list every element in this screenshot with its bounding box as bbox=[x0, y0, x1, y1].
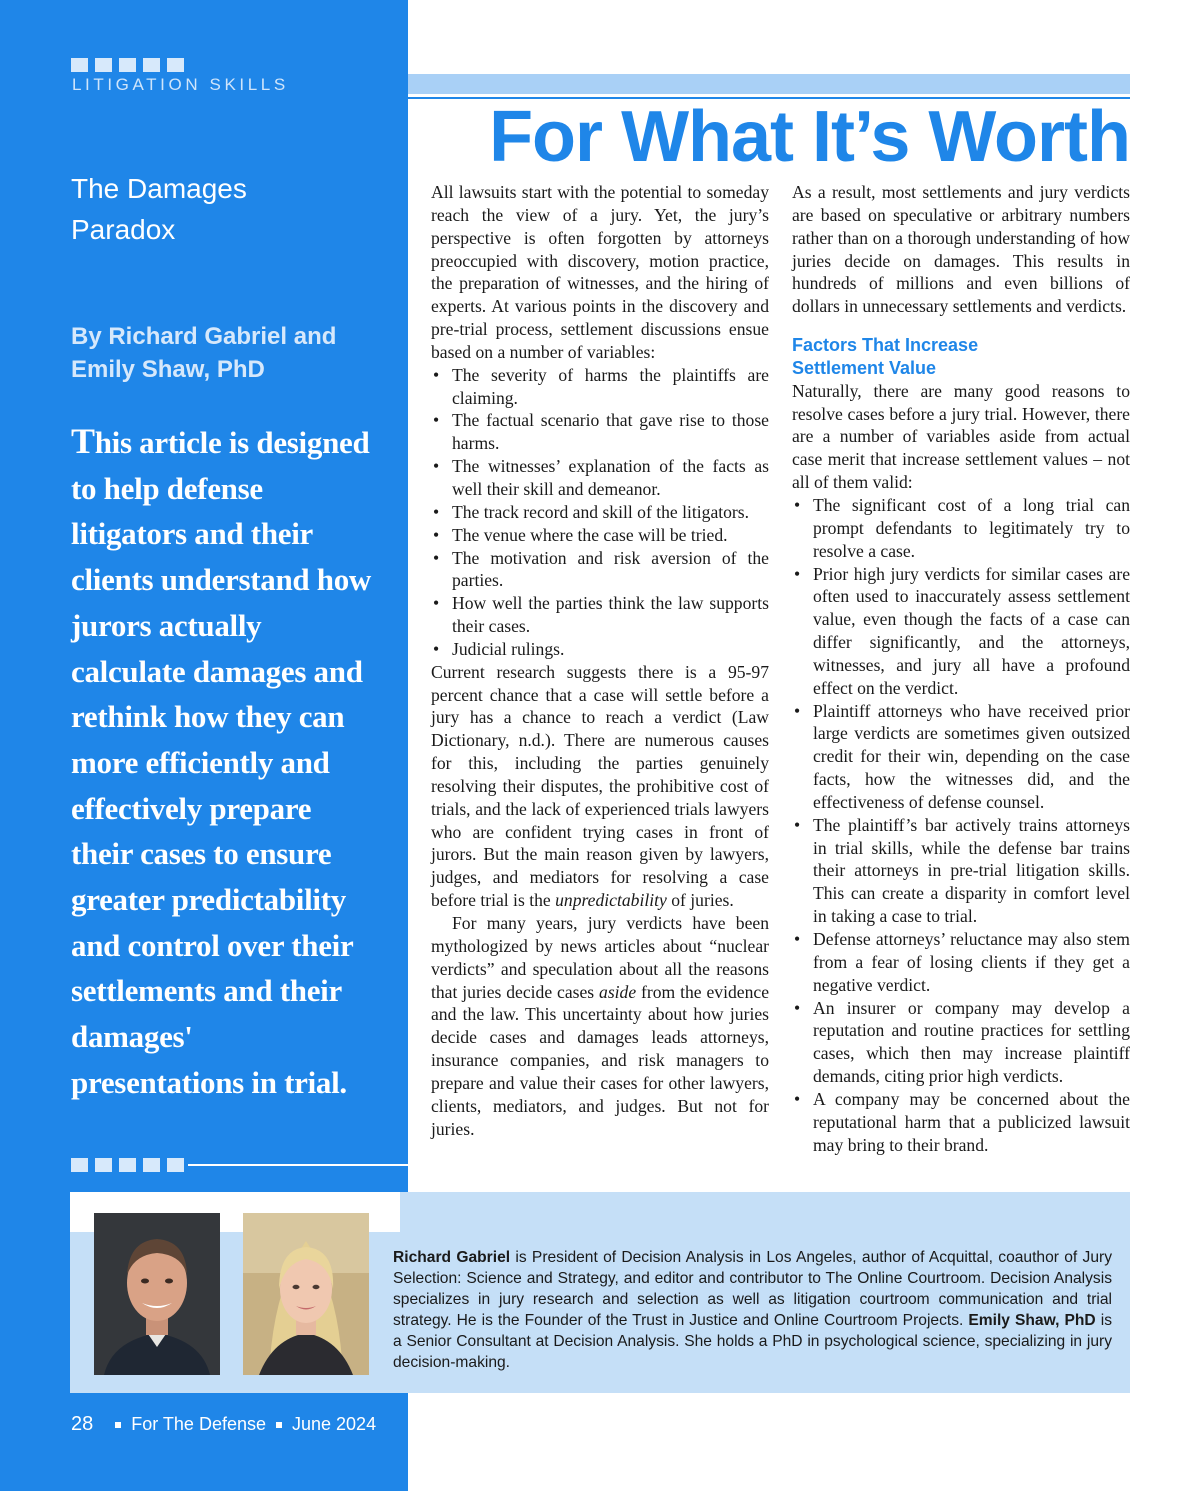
sidebar-rule bbox=[188, 1164, 408, 1166]
subtitle-line: Paradox bbox=[71, 214, 176, 245]
decorative-squares-bottom bbox=[71, 1158, 184, 1172]
emphasis: aside bbox=[599, 981, 637, 1002]
emphasis: unpredictability bbox=[555, 890, 667, 911]
list-item: • The significant cost of a long trial can prompt defendants to legitimately try to resolve a case. bbox=[792, 494, 1130, 563]
drop-cap: T bbox=[71, 421, 95, 461]
text-run: Current research suggests there is a 95-97 percent chance that a case will settle before a jury has a chance to reach a verdict (Law Dictionary, n.d.). There are numerous causes for this, including the parties genuinely resolving their disputes, the prohibitive cost of trials, and the lack of experienced trials lawyers who are confident trying cases in front of jurors. But the main reason given by lawyers, judges, and mediators for resolving a case before trial is the bbox=[431, 661, 769, 911]
text-run: from the evidence and the law. This uncertainty about how juries decide cases and damages leads attorneys, insurance companies, and risk managers to prepare and value their cases for other lawyers, clients, mediators, and judges. But not for juries. bbox=[431, 981, 769, 1139]
decorative-squares-top bbox=[71, 58, 184, 72]
author-photo-emily-shaw bbox=[243, 1213, 369, 1375]
author-photo-richard-gabriel bbox=[94, 1213, 220, 1375]
publication-name: For The Defense bbox=[131, 1414, 266, 1434]
section-heading bbox=[792, 334, 1130, 380]
list-item: • The venue where the case will be tried. bbox=[431, 524, 769, 547]
list-item: • A company may be concerned about the reputational harm that a publicized lawsuit may bring to their brand. bbox=[792, 1088, 1130, 1157]
bio-sentence: is a Senior Consultant at Decision Analysis. She holds a PhD in psychological science, specializing in jury decision-making. bbox=[393, 1312, 1112, 1371]
list-item: • Judicial rulings. bbox=[431, 638, 769, 661]
variables-list bbox=[431, 364, 769, 661]
factors-list bbox=[792, 494, 1130, 1156]
article-column-1 bbox=[431, 181, 769, 1140]
author-bio-text bbox=[393, 1247, 1112, 1373]
text-run: of juries. bbox=[666, 890, 734, 911]
subtitle-line: The Damages bbox=[71, 173, 247, 204]
paragraph bbox=[431, 661, 769, 912]
list-item: • The factual scenario that gave rise to those harms. bbox=[431, 409, 769, 455]
footer-separator bbox=[115, 1422, 121, 1428]
article-column-2 bbox=[792, 181, 1130, 1156]
page-footer bbox=[71, 1413, 376, 1436]
byline-line: By Richard Gabriel and bbox=[71, 323, 337, 350]
article-subtitle bbox=[71, 168, 247, 250]
list-item: • The severity of harms the plaintiffs are claiming. bbox=[431, 364, 769, 410]
list-item: • The motivation and risk aversion of the parties. bbox=[431, 547, 769, 593]
section-label: LITIGATION SKILLS bbox=[72, 75, 289, 94]
page-number: 28 bbox=[71, 1413, 94, 1435]
list-item: • Prior high jury verdicts for similar cases are often used to inaccurately assess settlement value, even though the facts of a case can differ significantly, and the attorneys, witnesses, and jury all have a profound effect on the verdict. bbox=[792, 563, 1130, 700]
list-item: • An insurer or company may develop a reputation and routine practices for settling cases, which then may increase plaintiff demands, citing prior high verdicts. bbox=[792, 997, 1130, 1088]
author-name: Emily Shaw, PhD bbox=[968, 1312, 1096, 1329]
list-item: • Defense attorneys’ reluctance may also stem from a fear of losing clients if they get a negative verdict. bbox=[792, 928, 1130, 997]
byline-line: Emily Shaw, PhD bbox=[71, 356, 265, 383]
list-item: • The plaintiff’s bar actively trains attorneys in trial skills, while the defense bar trains their attorneys in pre-trial litigation skills. This can create a disparity in comfort level in taking a case to trial. bbox=[792, 814, 1130, 928]
heading-line: Settlement Value bbox=[792, 357, 937, 378]
list-item: • The witnesses’ explanation of the facts as well their skill and demeanor. bbox=[431, 455, 769, 501]
paragraph: As a result, most settlements and jury verdicts are based on speculative or arbitrary numbers rather than on a thorough understanding of how juries decide on damages. This results in hundreds of millions and even billions of dollars in unnecessary settlements and verdicts. bbox=[792, 182, 1130, 317]
list-item: • The track record and skill of the litigators. bbox=[431, 501, 769, 524]
footer-separator bbox=[276, 1422, 282, 1428]
lead-text: his article is designed to help defense litigators and their clients understand how jurors actually calculate damages and rethink how they can more efficiently and effectively prepare their cases to ensure greater predictability and control over their settlements and their damages' presentations in trial. bbox=[71, 425, 372, 1100]
list-item: • How well the parties think the law supports their cases. bbox=[431, 592, 769, 638]
heading-line: Factors That Increase bbox=[792, 335, 979, 356]
lead-paragraph bbox=[71, 419, 371, 1106]
paragraph: Naturally, there are many good reasons to resolve cases before a jury trial. However, there are a number of variables aside from actual case merit that increase settlement values – not all of them valid: bbox=[792, 380, 1130, 493]
article-title: For What It’s Worth bbox=[489, 97, 1130, 177]
author-name: Richard Gabriel bbox=[393, 1249, 511, 1266]
paragraph: All lawsuits start with the potential to someday reach the view of a jury. Yet, the jury’s perspective is often forgotten by attorneys preoccupied with discovery, motion practice, the preparation of witnesses, and the hiring of experts. At various points in the discovery and pre-trial process, settlement discussions ensue based on a number of variables: bbox=[431, 182, 769, 362]
list-item: • Plaintiff attorneys who have received prior large verdicts are sometimes given outsized credit for their win, depending on the case facts, how the witnesses did, and the effectiveness of defense counsel. bbox=[792, 700, 1130, 814]
issue-date: June 2024 bbox=[292, 1414, 377, 1434]
paragraph bbox=[431, 912, 769, 1140]
text-run: For many years, jury verdicts have been mythologized by news articles about “nuclear verdicts” and speculation about all the reasons that juries decide cases bbox=[431, 913, 769, 1002]
bio-sentence: is President of Decision Analysis in Los Angeles, author of Acquittal, coauthor of Jury Selection: Science and Strategy, and editor and contributor to The Online Courtroom. Decision Analysis specializes in jury research and selection as well as litigation courtroom communication and trial strategy. He is the Founder of the Trust in Justice and Online Courtroom Projects. bbox=[393, 1249, 1112, 1329]
byline bbox=[71, 320, 336, 386]
